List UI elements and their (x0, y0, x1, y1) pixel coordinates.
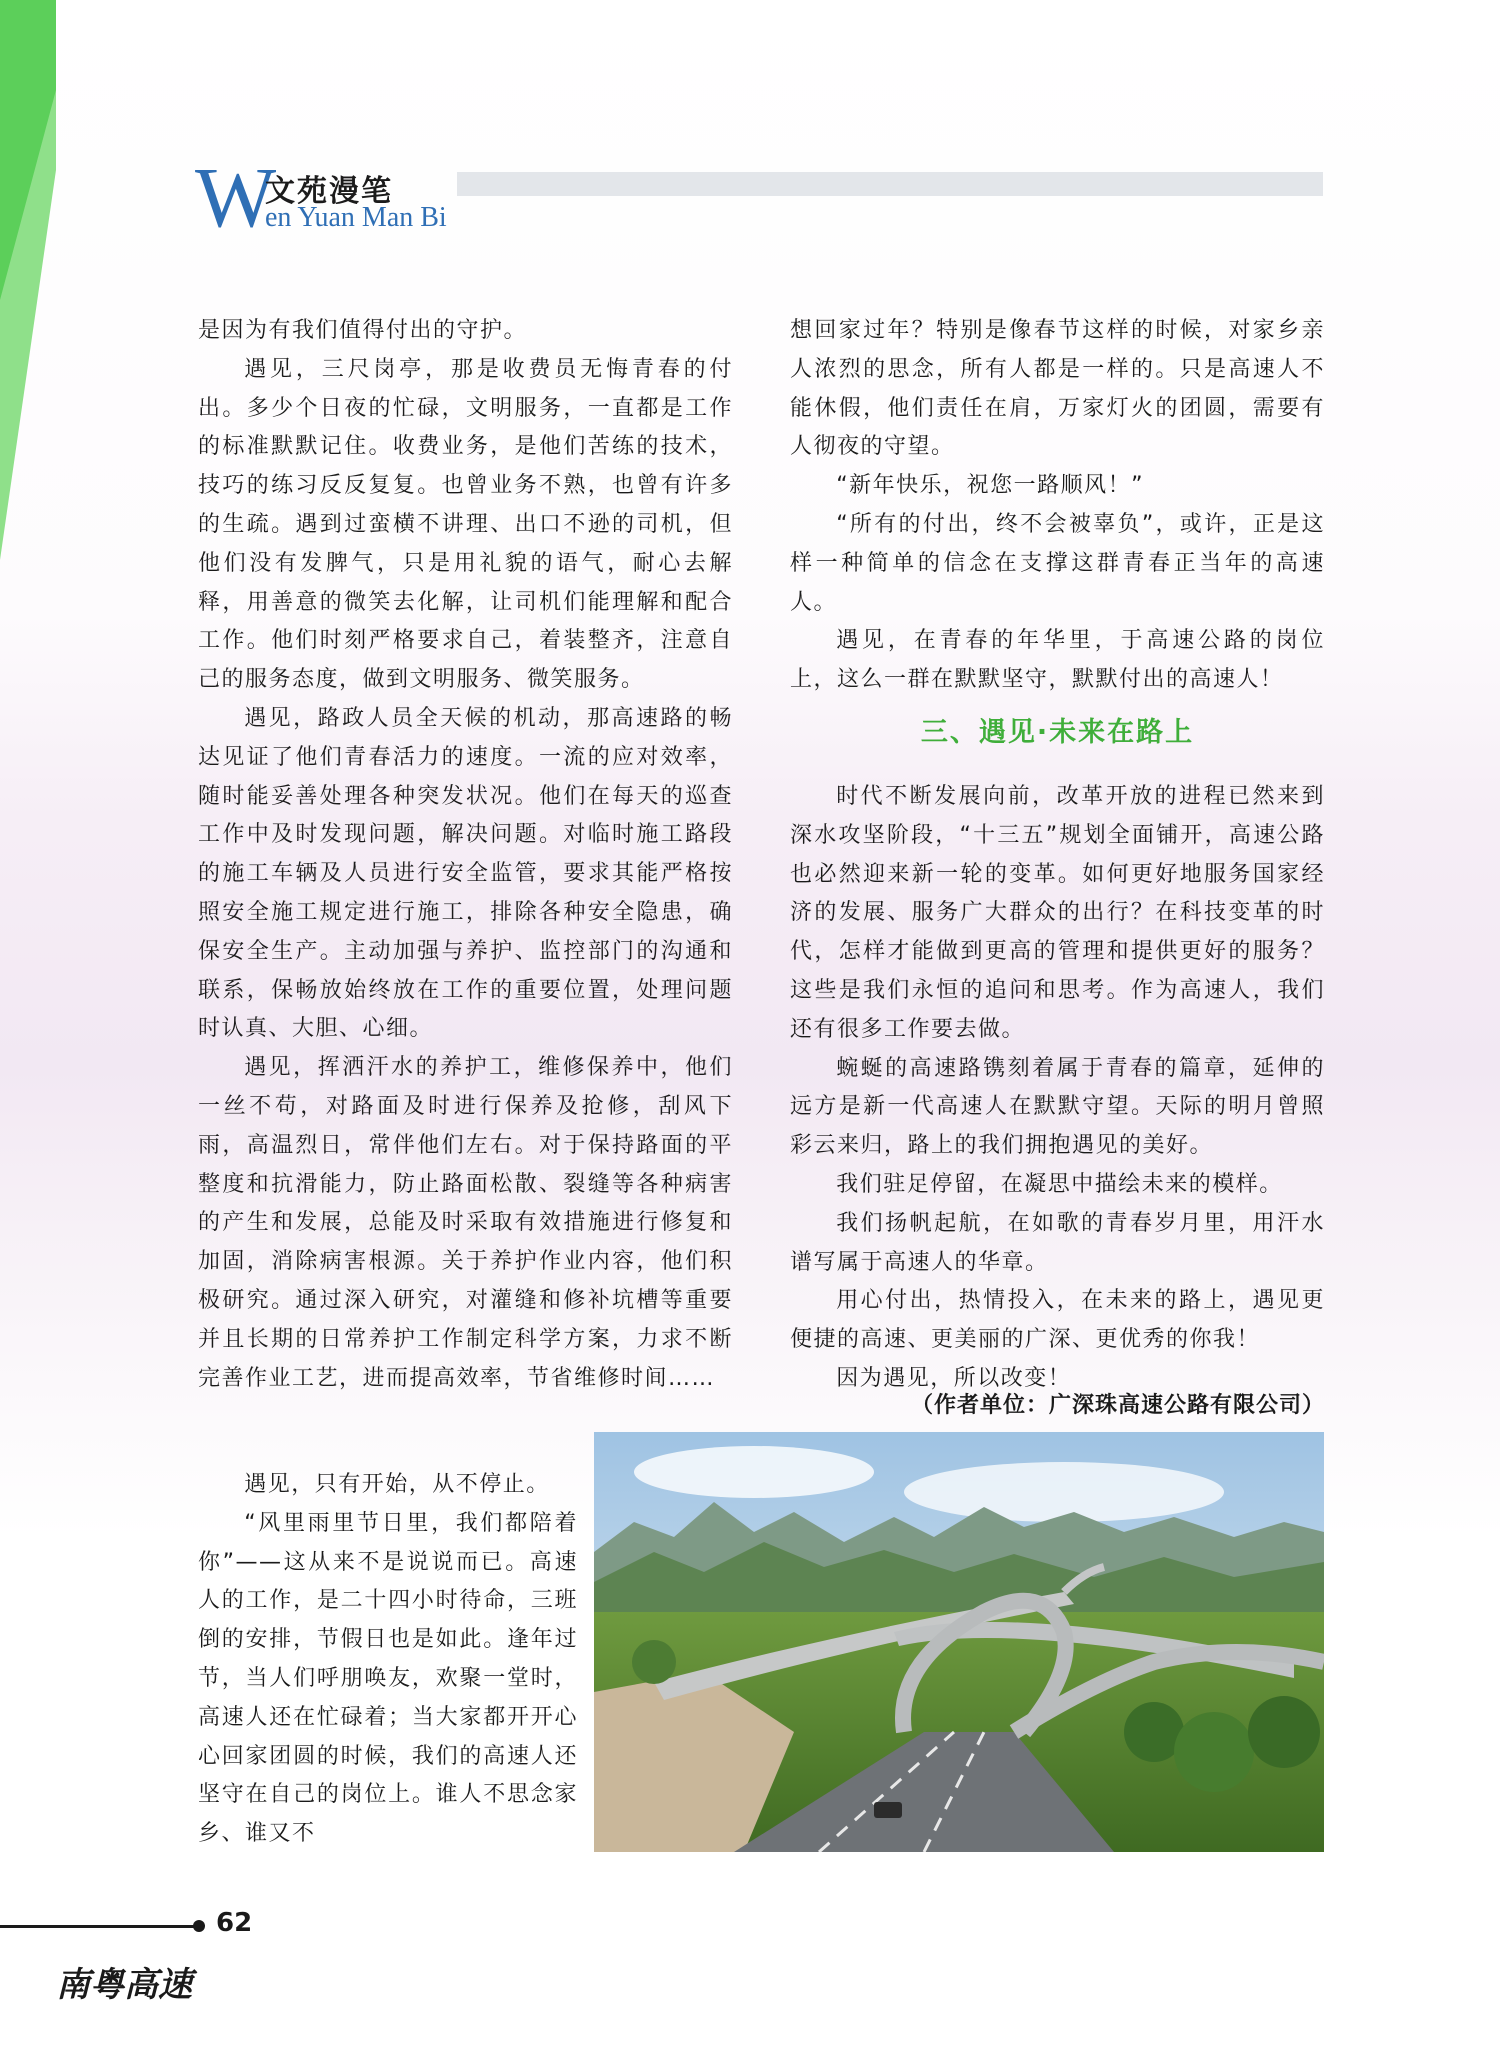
header-title-cn: 文苑漫笔 (265, 174, 393, 209)
left-narrow-column (198, 1466, 578, 1854)
corner-decoration (0, 0, 56, 560)
paragraph: 遇见，挥洒汗水的养护工，维修保养中，他们一丝不苟，对路面及时进行保养及抢修，刮风下雨，高温烈日，常伴他们左右。对于保持路面的平整度和抗滑能力，防止路面松散、裂缝等各种病害的产生和发展，总能及时采取有效措施进行修复和加固，消除病害根源。关于养护作业内容，他们积极研究。通过深入研究，对灌缝和修补坑槽等重要并且长期的日常养护工作制定科学方案，力求不断完善作业工艺，进而提高效率，节省维修时间…… (198, 1055, 733, 1391)
footer-rule (0, 1925, 195, 1928)
author-affiliation: （作者单位：广深珠高速公路有限公司） (910, 1393, 1325, 1418)
paragraph: 遇见，在青春的年华里，于高速公路的岗位上，这么一群在默默坚守，默默付出的高速人！ (790, 628, 1325, 693)
page-number: 62 (216, 1908, 253, 1938)
footer-dot (193, 1920, 205, 1932)
header-initial: W (195, 149, 277, 245)
paragraph: 遇见，三尺岗亭，那是收费员无悔青春的付出。多少个日夜的忙碌，文明服务，一直都是工作的标准默默记住。收费业务，是他们苦练的技术，技巧的练习反反复复。也曾业务不熟，也曾有许多的生疏。遇到过蛮横不讲理、出口不逊的司机，但他们没有发脾气，只是用礼貌的语气，耐心去解释，用善意的微笑去化解，让司机们能理解和配合工作。他们时刻严格要求自己，着装整齐，注意自己的服务态度，做到文明服务、微笑服务。 (198, 356, 733, 693)
magazine-logo (52, 1944, 212, 2014)
paragraph: 我们驻足停留，在凝思中描绘未来的模样。 (836, 1171, 1283, 1197)
left-column (198, 312, 733, 1398)
right-column-2 (790, 778, 1325, 1399)
header-title-en: en Yuan Man Bi (265, 202, 447, 233)
paragraph: 因为遇见，所以改变！ (836, 1365, 1072, 1391)
paragraph: 想回家过年？特别是像春节这样的时候，对家乡亲人浓烈的思念，所有人都是一样的。只是高速人不能休假，他们责任在肩，万家灯火的团圆，需要有人彻夜的守望。 (790, 318, 1325, 460)
paragraph: 遇见，路政人员全天候的机动，那高速路的畅达见证了他们青春活力的速度。一流的应对效率，随时能妥善处理各种突发状况。他们在每天的巡查工作中及时发现问题，解决问题。对临时施工路段的施工车辆及人员进行安全监管，要求其能严格按照安全施工规定进行施工，排除各种安全隐患，确保安全生产。主动加强与养护、监控部门的沟通和联系，保畅放始终放在工作的重要位置，处理问题时认真、大胆、心细。 (198, 705, 733, 1042)
paragraph: 我们扬帆起航，在如歌的青春岁月里，用汗水谱写属于高速人的华章。 (790, 1210, 1325, 1275)
paragraph: 蜿蜒的高速路镌刻着属于青春的篇章，延伸的远方是新一代高速人在默默守望。天际的明月曾照彩云来归，路上的我们拥抱遇见的美好。 (790, 1055, 1325, 1159)
section-heading: 三、遇见·未来在路上 (920, 717, 1195, 748)
right-column (790, 312, 1325, 700)
header-bar (457, 172, 1323, 196)
svg-text:南粤高速: 南粤高速 (56, 1965, 192, 2005)
paragraph: “风里雨里节日里，我们都陪着你”——这从来不是说说而已。高速人的工作，是二十四小时待命，三班倒的安排，节假日也是如此。逢年过节，当人们呼朋唤友，欢聚一堂时，高速人还在忙碌着；当大家都开开心心回家团圆的时候，我们的高速人还坚守在自己的岗位上。谁人不思念家乡、谁又不 (198, 1510, 578, 1847)
paragraph: 时代不断发展向前，改革开放的进程已然来到深水攻坚阶段，“十三五”规划全面铺开，高速公路也必然迎来新一轮的变革。如何更好地服务国家经济的发展、服务广大群众的出行？在科技变革的时代，怎样才能做到更高的管理和提供更好的服务？这些是我们永恒的追问和思考。作为高速人，我们还有很多工作要去做。 (790, 784, 1325, 1042)
highway-interchange-photo (594, 1432, 1324, 1852)
paragraph: 用心付出，热情投入，在未来的路上，遇见更便捷的高速、更美丽的广深、更优秀的你我！ (790, 1288, 1325, 1353)
paragraph: “所有的付出，终不会被辜负”，或许，正是这样一种简单的信念在支撑这群青春正当年的高速人。 (790, 511, 1325, 615)
paragraph: 是因为有我们值得付出的守护。 (198, 318, 528, 343)
paragraph: 遇见，只有开始，从不停止。 (244, 1472, 550, 1497)
paragraph: “新年快乐，祝您一路顺风！” (836, 473, 1144, 499)
section-header (195, 149, 1325, 245)
